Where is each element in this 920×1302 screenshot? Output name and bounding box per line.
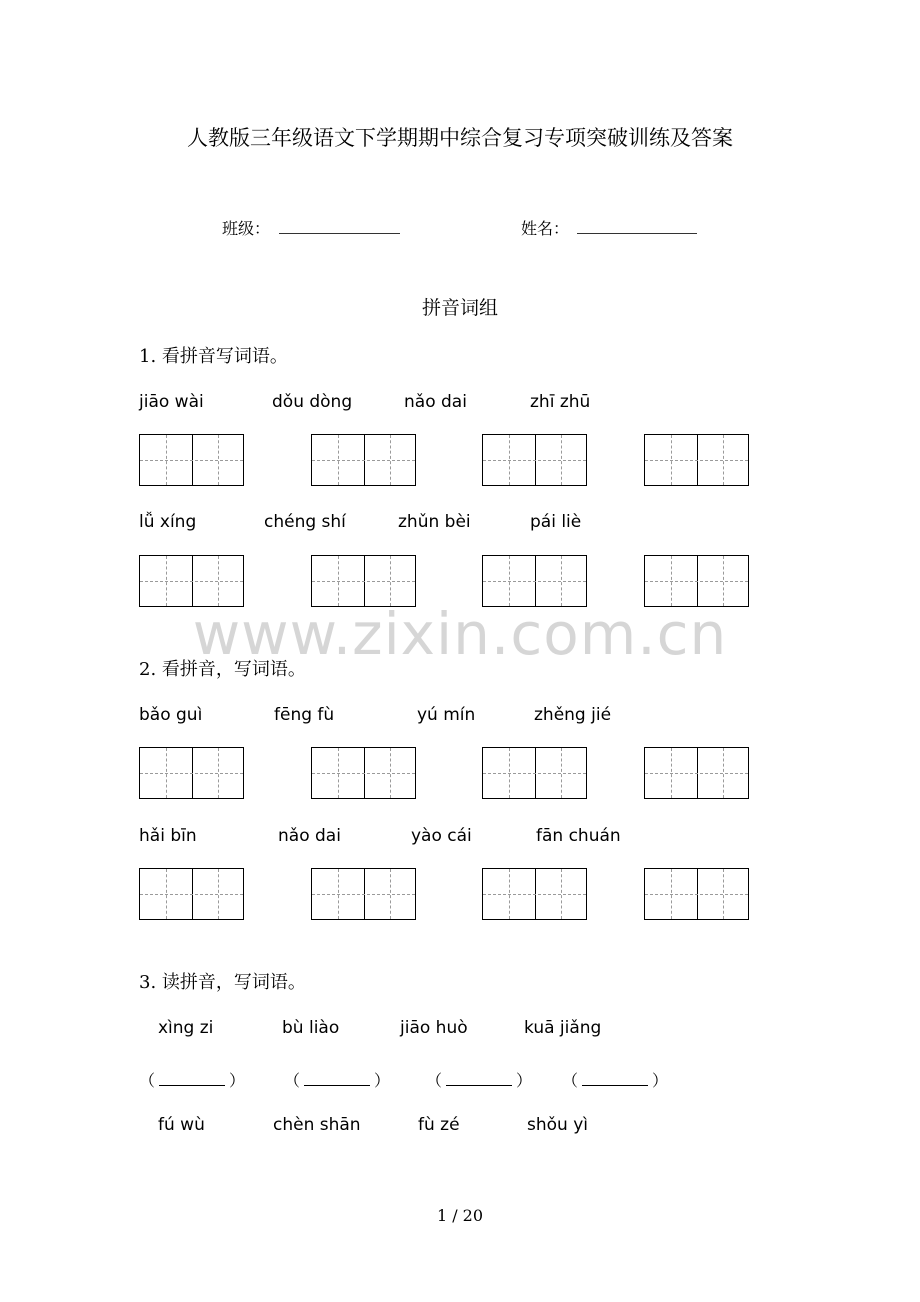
pinyin-item: fēng fù bbox=[274, 705, 335, 725]
answer-blank[interactable]: （ ） bbox=[562, 1071, 669, 1090]
question-1-title: 1. 看拼音写词语。 bbox=[139, 346, 288, 367]
pinyin-item: chèn shān bbox=[273, 1115, 361, 1135]
pinyin-item: nǎo dai bbox=[404, 392, 467, 412]
tianzige-box[interactable] bbox=[644, 868, 749, 920]
section-title: 拼音词组 bbox=[421, 297, 498, 319]
answer-blank[interactable]: （ ） bbox=[426, 1071, 533, 1090]
tianzige-box[interactable] bbox=[482, 747, 587, 799]
pinyin-item: bǎo guì bbox=[139, 705, 203, 725]
document-title: 人教版三年级语文下学期期中综合复习专项突破训练及答案 bbox=[187, 126, 733, 150]
question-3-title: 3. 读拼音，写词语。 bbox=[139, 972, 306, 993]
pinyin-item: dǒu dòng bbox=[272, 392, 353, 412]
class-label: 班级： bbox=[222, 219, 271, 238]
answer-blank[interactable]: （ ） bbox=[284, 1071, 391, 1090]
pinyin-item: fù zé bbox=[418, 1115, 460, 1135]
pinyin-item: hǎi bīn bbox=[139, 826, 197, 846]
pinyin-item: jiāo wài bbox=[139, 392, 204, 412]
pinyin-item: shǒu yì bbox=[527, 1115, 588, 1135]
tianzige-box[interactable] bbox=[482, 868, 587, 920]
pinyin-item: nǎo dai bbox=[278, 826, 341, 846]
pinyin-item: xìng zi bbox=[158, 1018, 214, 1038]
pinyin-item: yào cái bbox=[411, 826, 472, 846]
pinyin-item: chéng shí bbox=[264, 512, 346, 532]
name-label: 姓名： bbox=[521, 219, 570, 238]
tianzige-box[interactable] bbox=[139, 868, 244, 920]
pinyin-item: fú wù bbox=[158, 1115, 205, 1135]
class-blank[interactable] bbox=[279, 233, 400, 234]
question-2-title: 2. 看拼音，写词语。 bbox=[139, 659, 306, 680]
tianzige-box[interactable] bbox=[139, 747, 244, 799]
watermark: www.zixin.com.cn bbox=[192, 600, 728, 668]
pinyin-item: zhěng jié bbox=[534, 705, 612, 725]
tianzige-box[interactable] bbox=[311, 434, 416, 486]
tianzige-box[interactable] bbox=[482, 434, 587, 486]
answer-blank[interactable]: （ ） bbox=[139, 1071, 246, 1090]
pinyin-item: fān chuán bbox=[536, 826, 621, 846]
tianzige-box[interactable] bbox=[139, 434, 244, 486]
pinyin-item: zhǔn bèi bbox=[398, 512, 471, 532]
page-number: 1 / 20 bbox=[436, 1206, 484, 1225]
tianzige-box[interactable] bbox=[644, 434, 749, 486]
name-blank[interactable] bbox=[577, 233, 697, 234]
pinyin-item: pái liè bbox=[530, 512, 582, 532]
pinyin-item: zhī zhū bbox=[530, 392, 591, 412]
pinyin-item: yú mín bbox=[417, 705, 476, 725]
pinyin-item: kuā jiǎng bbox=[524, 1018, 602, 1038]
pinyin-item: jiāo huò bbox=[400, 1018, 468, 1038]
tianzige-box[interactable] bbox=[311, 868, 416, 920]
tianzige-box[interactable] bbox=[644, 747, 749, 799]
pinyin-item: lǚ xíng bbox=[139, 512, 197, 532]
tianzige-box[interactable] bbox=[311, 747, 416, 799]
pinyin-item: bù liào bbox=[282, 1018, 340, 1038]
